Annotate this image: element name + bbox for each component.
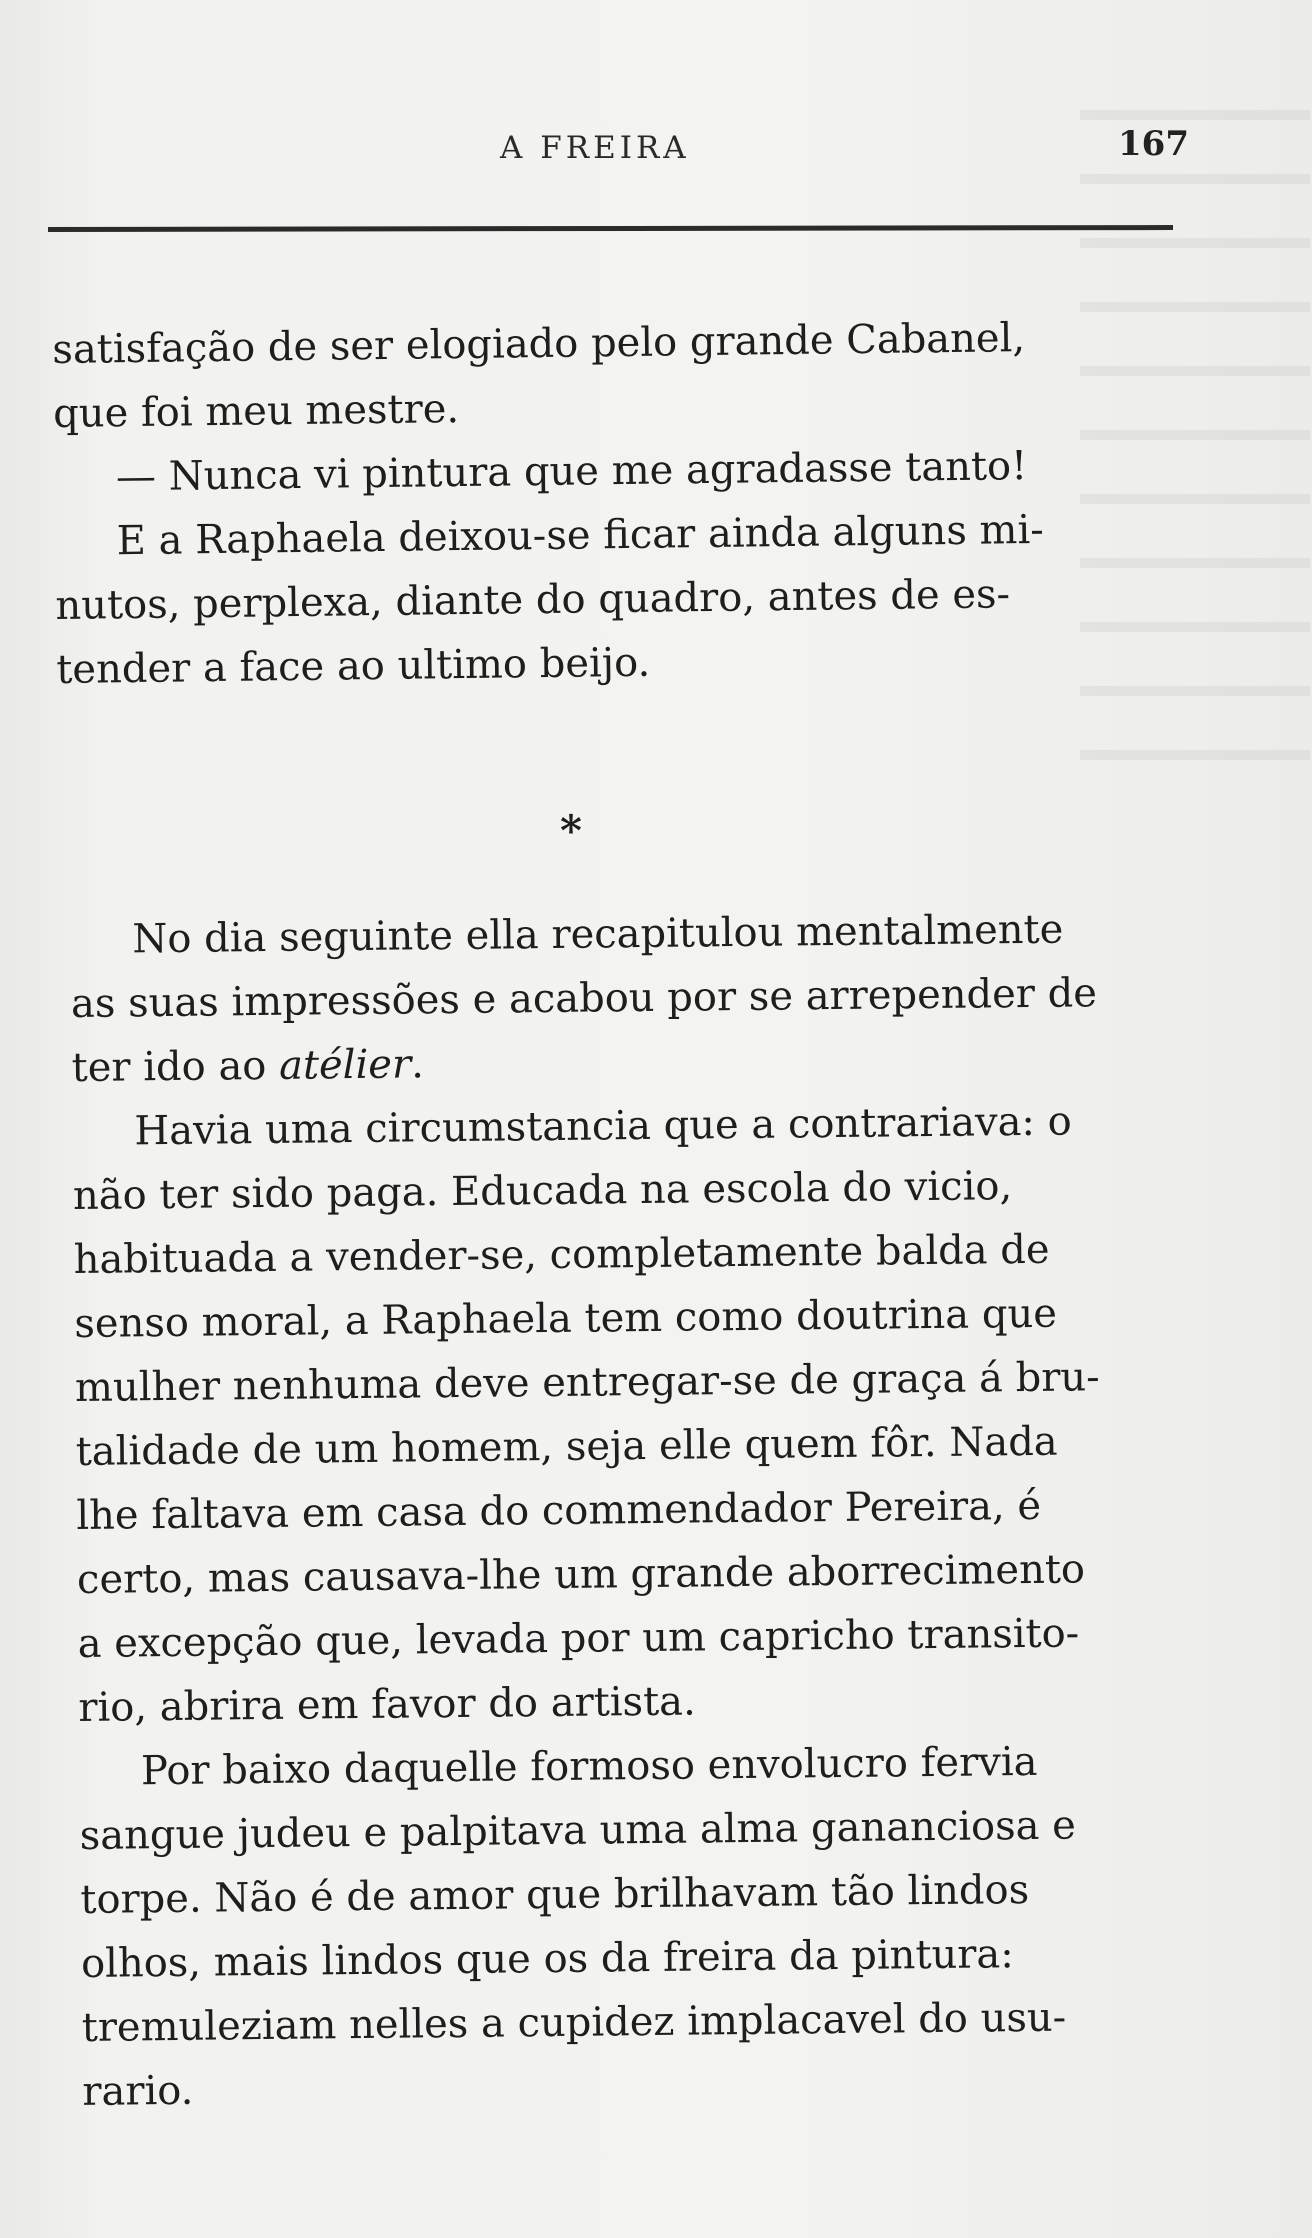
text-line: torpe. Não é de amor que brilhavam tão lindos: [80, 1867, 1030, 1923]
text-line: rio, abrira em favor do artista.: [78, 1678, 696, 1731]
text-line: habituada a vender-se, completamente balda de: [73, 1226, 1050, 1283]
text-line: mulher nenhuma deve entregar-se de graça á bru-: [74, 1354, 1100, 1411]
paragraph-block-1: [52, 304, 1207, 702]
text-line: sangue judeu e palpitava uma alma gananciosa e: [79, 1802, 1077, 1859]
text-line: as suas impressões e acabou por se arrepender de: [70, 970, 1098, 1027]
text-line: satisfação de ser elogiado pelo grande Cabanel,: [52, 315, 1026, 373]
text-run: .: [410, 1041, 425, 1088]
text-line: lhe faltava em casa do commendador Pereira, é: [76, 1482, 1042, 1539]
text-line: talidade de um homem, seja elle quem fôr. Nada: [75, 1418, 1058, 1475]
text-line: No dia seguinte ella recapitulou mentalmente: [132, 906, 1064, 963]
text-line: que foi meu mestre.: [52, 386, 460, 437]
running-head: A FREIRA: [500, 130, 690, 166]
text-line: olhos, mais lindos que os da freira da pintura:: [80, 1931, 1014, 1987]
text-line: tremuleziam nelles a cupidez implacavel do usu-: [81, 1994, 1067, 2051]
text-line: a excepção que, levada por um capricho transito-: [77, 1610, 1080, 1667]
text-run: ter ido ao: [71, 1042, 280, 1091]
text-line: [71, 1024, 1222, 1100]
text-line: senso moral, a Raphaela tem como doutrina que: [74, 1290, 1058, 1347]
text-line: — Nunca vi pintura que me agradasse tanto!: [115, 443, 1028, 501]
text-line: não ter sido paga. Educada na escola do vicio,: [72, 1163, 1013, 1219]
section-separator: *: [560, 806, 582, 855]
header-rule: [48, 225, 1173, 232]
text-line: tender a face ao ultimo beijo.: [56, 639, 651, 693]
text-line: Havia uma circumstancia que a contrariava: o: [134, 1098, 1072, 1155]
text-line: rario.: [82, 2067, 194, 2115]
italic-word: atélier: [278, 1041, 412, 1089]
paragraph-block-2: [70, 896, 1233, 2124]
page-number: 167: [1118, 124, 1189, 164]
text-line: Por baixo daquelle formoso envolucro fervia: [140, 1738, 1038, 1795]
text-line: nutos, perplexa, diante do quadro, antes de es-: [55, 571, 1011, 629]
text-line: E a Raphaela deixou-se ficar ainda alguns mi-: [116, 506, 1045, 565]
text-line: certo, mas causava-lhe um grande aborrecimento: [76, 1546, 1086, 1603]
